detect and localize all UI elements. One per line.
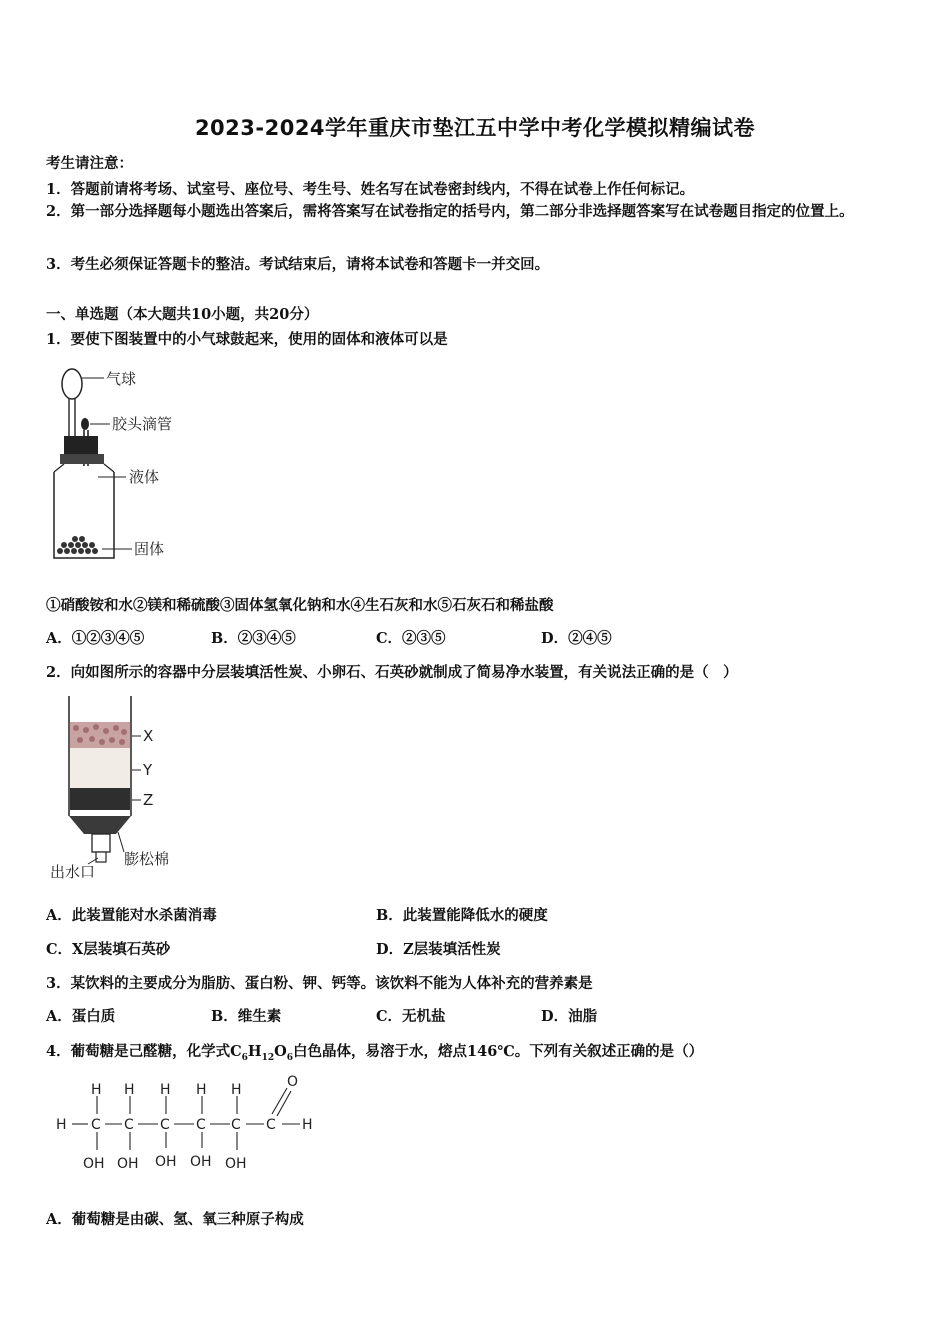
- q1-option-b[interactable]: B．②③④⑤: [211, 630, 296, 647]
- svg-text:OH: OH: [83, 1156, 105, 1172]
- page-title: 2023-2024学年重庆市垫江五中学中考化学模拟精编试卷: [194, 116, 756, 140]
- notice-item-1: 1．答题前请将考场、试室号、座位号、考生号、姓名写在试卷密封线内，不得在试卷上作任何标记。: [46, 181, 695, 198]
- svg-text:H: H: [160, 1082, 171, 1098]
- label-balloon: 气球: [106, 370, 137, 388]
- svg-text:H: H: [91, 1082, 102, 1098]
- svg-text:H: H: [124, 1082, 135, 1098]
- solid-particles: [57, 536, 98, 554]
- label-dropper: 胶头滴管: [112, 415, 173, 433]
- svg-text:C: C: [160, 1117, 170, 1133]
- label-x: X: [143, 727, 154, 745]
- q4-stem-part1: 4．葡萄糖是己醛糖，化学式: [46, 1043, 231, 1060]
- label-solid: 固体: [134, 540, 165, 558]
- q1-stem: 1．要使下图装置中的小气球鼓起来，使用的固体和液体可以是: [46, 331, 448, 348]
- svg-text:OH: OH: [190, 1154, 212, 1170]
- balloon-shape: [62, 369, 82, 399]
- svg-text:C: C: [231, 1117, 241, 1133]
- layer-z: [70, 788, 130, 810]
- label-y: Y: [143, 761, 153, 779]
- label-cotton: 膨松棉: [124, 850, 170, 868]
- section-heading: 一、单选题（本大题共10小题，共20分）: [46, 306, 319, 323]
- svg-text:C: C: [266, 1117, 276, 1133]
- svg-text:C: C: [196, 1117, 206, 1133]
- q3-option-d[interactable]: D．油脂: [541, 1008, 598, 1025]
- svg-text:O: O: [287, 1074, 299, 1090]
- q3-option-c[interactable]: C．无机盐: [376, 1008, 446, 1025]
- svg-text:H: H: [56, 1117, 67, 1133]
- q3-option-b[interactable]: B．维生素: [211, 1008, 282, 1025]
- svg-text:C: C: [124, 1117, 134, 1133]
- svg-text:OH: OH: [155, 1154, 177, 1170]
- svg-text:H: H: [231, 1082, 242, 1098]
- q4-option-a[interactable]: A．葡萄糖是由碳、氢、氧三种原子构成: [46, 1211, 304, 1228]
- label-z: Z: [143, 791, 154, 809]
- notice-item-3: 3．考生必须保证答题卡的整洁。考试结束后，请将本试卷和答题卡一并交回。: [46, 256, 550, 273]
- glucose-structure: [50, 1070, 340, 1180]
- q1-choices-text: ①硝酸铵和水②镁和稀硫酸③固体氢氧化钠和水④生石灰和水⑤石灰石和稀盐酸: [46, 597, 554, 614]
- q2-option-b[interactable]: B．此装置能降低水的硬度: [376, 907, 548, 924]
- svg-text:H: H: [196, 1082, 207, 1098]
- svg-text:H: H: [302, 1117, 313, 1133]
- q4-stem-part2: 白色晶体，易溶于水，熔点146℃。下列有关叙述正确的是（）: [293, 1043, 704, 1060]
- notice-heading: 考生请注意：: [46, 155, 133, 172]
- q3-option-a[interactable]: A．蛋白质: [46, 1008, 116, 1025]
- layer-y: [70, 748, 130, 788]
- notice-item-2: 2．第一部分选择题每小题选出答案后，需将答案写在试卷指定的括号内，第二部分非选择题答案写在试卷题目指定的位置上。: [46, 203, 854, 220]
- q2-stem: 2．向如图所示的容器中分层装填活性炭、小卵石、石英砂就制成了简易净水装置，有关说法正确的是（ ）: [46, 664, 738, 681]
- svg-text:OH: OH: [117, 1156, 139, 1172]
- q2-filter-figure: [44, 694, 184, 884]
- svg-text:OH: OH: [225, 1156, 247, 1172]
- q2-option-a[interactable]: A．此装置能对水杀菌消毒: [46, 907, 217, 924]
- q1-option-c[interactable]: C．②③⑤: [376, 630, 446, 647]
- q4-stem: [46, 1040, 703, 1063]
- dropper-bulb: [81, 418, 89, 430]
- q1-option-d[interactable]: D．②④⑤: [541, 630, 612, 647]
- svg-text:C: C: [91, 1117, 101, 1133]
- outlet-nozzle: [96, 852, 106, 862]
- q2-option-d[interactable]: D．Z层装填活性炭: [376, 941, 501, 958]
- q1-apparatus-figure: [40, 358, 210, 568]
- q1-option-a[interactable]: A．①②③④⑤: [46, 630, 145, 647]
- stopper: [64, 436, 98, 456]
- q3-stem: 3．某饮料的主要成分为脂肪、蛋白粉、钾、钙等。该饮料不能为人体补充的营养素是: [46, 975, 593, 992]
- label-outlet: 出水口: [50, 863, 96, 881]
- label-liquid: 液体: [129, 468, 160, 486]
- cotton-layer: [69, 816, 131, 834]
- glucose-formula: $C_6H_{12}O_6$: [230, 1043, 294, 1063]
- q2-option-c[interactable]: C．X层装填石英砂: [46, 941, 171, 958]
